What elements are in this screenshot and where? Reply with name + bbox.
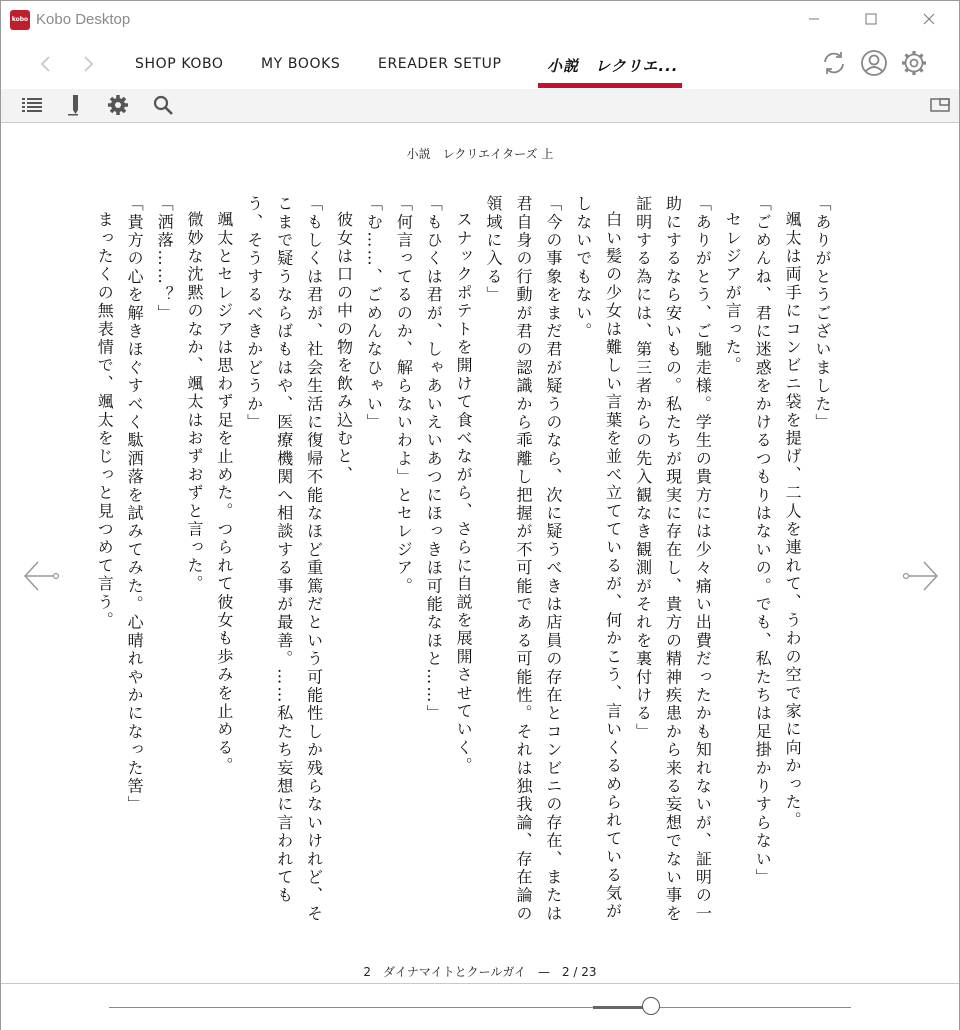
sync-icon [819, 48, 849, 78]
next-page-button[interactable] [901, 559, 941, 593]
book-paragraph: 「何言ってるのか、解らないわよ」とセレジア。 [394, 195, 414, 596]
maximize-button[interactable] [848, 1, 894, 37]
annotation-pen-icon [65, 94, 87, 116]
book-paragraph: 「貴方の心を解きほぐすべく駄洒落を試みてみた。心晴れやかになった筈」 [125, 195, 145, 814]
book-paragraph: 「洒落……？」 [155, 195, 175, 323]
settings-button[interactable] [899, 48, 929, 78]
fullscreen-icon [929, 94, 951, 116]
fullscreen-button[interactable] [929, 94, 951, 116]
tab-my-books[interactable]: MY BOOKS [261, 56, 341, 72]
book-paragraph: 「今の事象をまだ君が疑うのなら、次に疑うべきは店員の存在とコンビニの存在、または君自身の行動が君の認識から乖離し把握が不可能である可能性。それは独我論、存在論の領域に入る」 [484, 195, 563, 923]
book-paragraph: スナックポテトを開けて食べながら、さらに自説を展開させていく。 [454, 211, 474, 776]
tab-current-book[interactable]: 小説 レクリエ... [547, 57, 679, 75]
forward-button[interactable] [76, 52, 100, 76]
tab-ereader-setup[interactable]: EREADER SETUP [378, 56, 502, 72]
title-bar [1, 1, 959, 39]
account-icon [859, 48, 889, 78]
previous-page-arrow-icon [21, 559, 61, 593]
progress-bar-area [1, 983, 959, 1030]
book-paragraph: 「ありがとう、ご馳走様。学生の貴方には少々痛い出費だったかも知れないが、証明の一助にするなら安いもの。私たちが現実に存在し、貴方の精神疾患から来る妄想でない事を証明する為には、第三者からの先入観なき観測がそれを裏付ける」 [633, 195, 713, 923]
close-icon [923, 13, 935, 25]
book-paragraph: 微妙な沈黙のなか、颯太はおずおずと言った。 [184, 211, 204, 594]
kobo-logo-icon: kobo [10, 10, 30, 30]
search-button[interactable] [152, 94, 174, 116]
minimize-button[interactable] [791, 1, 837, 37]
chapter-progress-thumb[interactable] [642, 997, 660, 1015]
chapter-progress-track[interactable] [109, 1007, 851, 1008]
settings-icon [899, 48, 929, 78]
main-nav-bar [1, 39, 959, 89]
chapter-page-info: 2 ダイナマイトとクールガイ — 2 / 23 [363, 965, 597, 979]
table-of-contents-icon [21, 94, 43, 116]
window-title: Kobo Desktop [36, 11, 131, 28]
previous-page-button[interactable] [21, 559, 61, 593]
maximize-icon [865, 13, 877, 25]
book-paragraph: 「ありがとうございました」 [813, 195, 832, 432]
running-head: 小説 レクリエイターズ 上 [406, 147, 554, 161]
book-paragraph: 「ごめんね、君に迷惑をかけるつもりはないの。でも、私たちは足掛かりすらない」 [753, 195, 773, 887]
book-paragraph: 白い髪の少女は難しい言葉を並べ立てているが、何かこう、言いくるめられている気がしないでもない。 [573, 195, 623, 921]
book-paragraph: 颯太は両手にコンビニ袋を提げ、二人を連れて、うわの空で家に向かった。 [783, 211, 803, 830]
search-icon [152, 94, 174, 116]
table-of-contents-button[interactable] [21, 94, 43, 116]
minimize-icon [808, 13, 820, 25]
sync-button[interactable] [819, 48, 849, 78]
book-paragraph: 「もひくは君が、しゃあいえいあつにほっきほ可能なほと……」 [424, 195, 444, 723]
back-button[interactable] [34, 52, 58, 76]
forward-chevron-icon [76, 52, 100, 76]
reading-page[interactable] [1, 123, 959, 983]
book-paragraph: まったくの無表情で、颯太をじっと見つめて言う。 [95, 211, 115, 630]
reading-settings-button[interactable] [107, 94, 129, 116]
next-page-arrow-icon [901, 559, 941, 593]
reader-toolbar [1, 89, 959, 123]
book-paragraph: 「もしくは君が、社会生活に復帰不能なほど重篤だという可能性しか残らないけれど、そこまで疑うならばもはや、医療機関へ相談する事が最善。……私たち妄想に言われてもう、そうするべきかどうか」 [244, 195, 324, 923]
close-button[interactable] [906, 1, 952, 37]
book-paragraph: セレジアが言った。 [723, 211, 743, 375]
annotations-button[interactable] [65, 94, 87, 116]
tab-shop-kobo[interactable]: SHOP KOBO [135, 56, 224, 72]
book-paragraph: 颯太とセレジアは思わず足を止めた。つられて彼女も歩みを止める。 [214, 211, 234, 776]
back-chevron-icon [34, 52, 58, 76]
active-tab-indicator [538, 83, 682, 88]
book-paragraph: 「む……、ごめんなひゃい」 [364, 195, 384, 432]
reading-settings-icon [107, 94, 129, 116]
account-button[interactable] [859, 48, 889, 78]
book-text [95, 195, 837, 930]
book-paragraph: 彼女は口の中の物を飲み込むと、 [334, 211, 354, 484]
